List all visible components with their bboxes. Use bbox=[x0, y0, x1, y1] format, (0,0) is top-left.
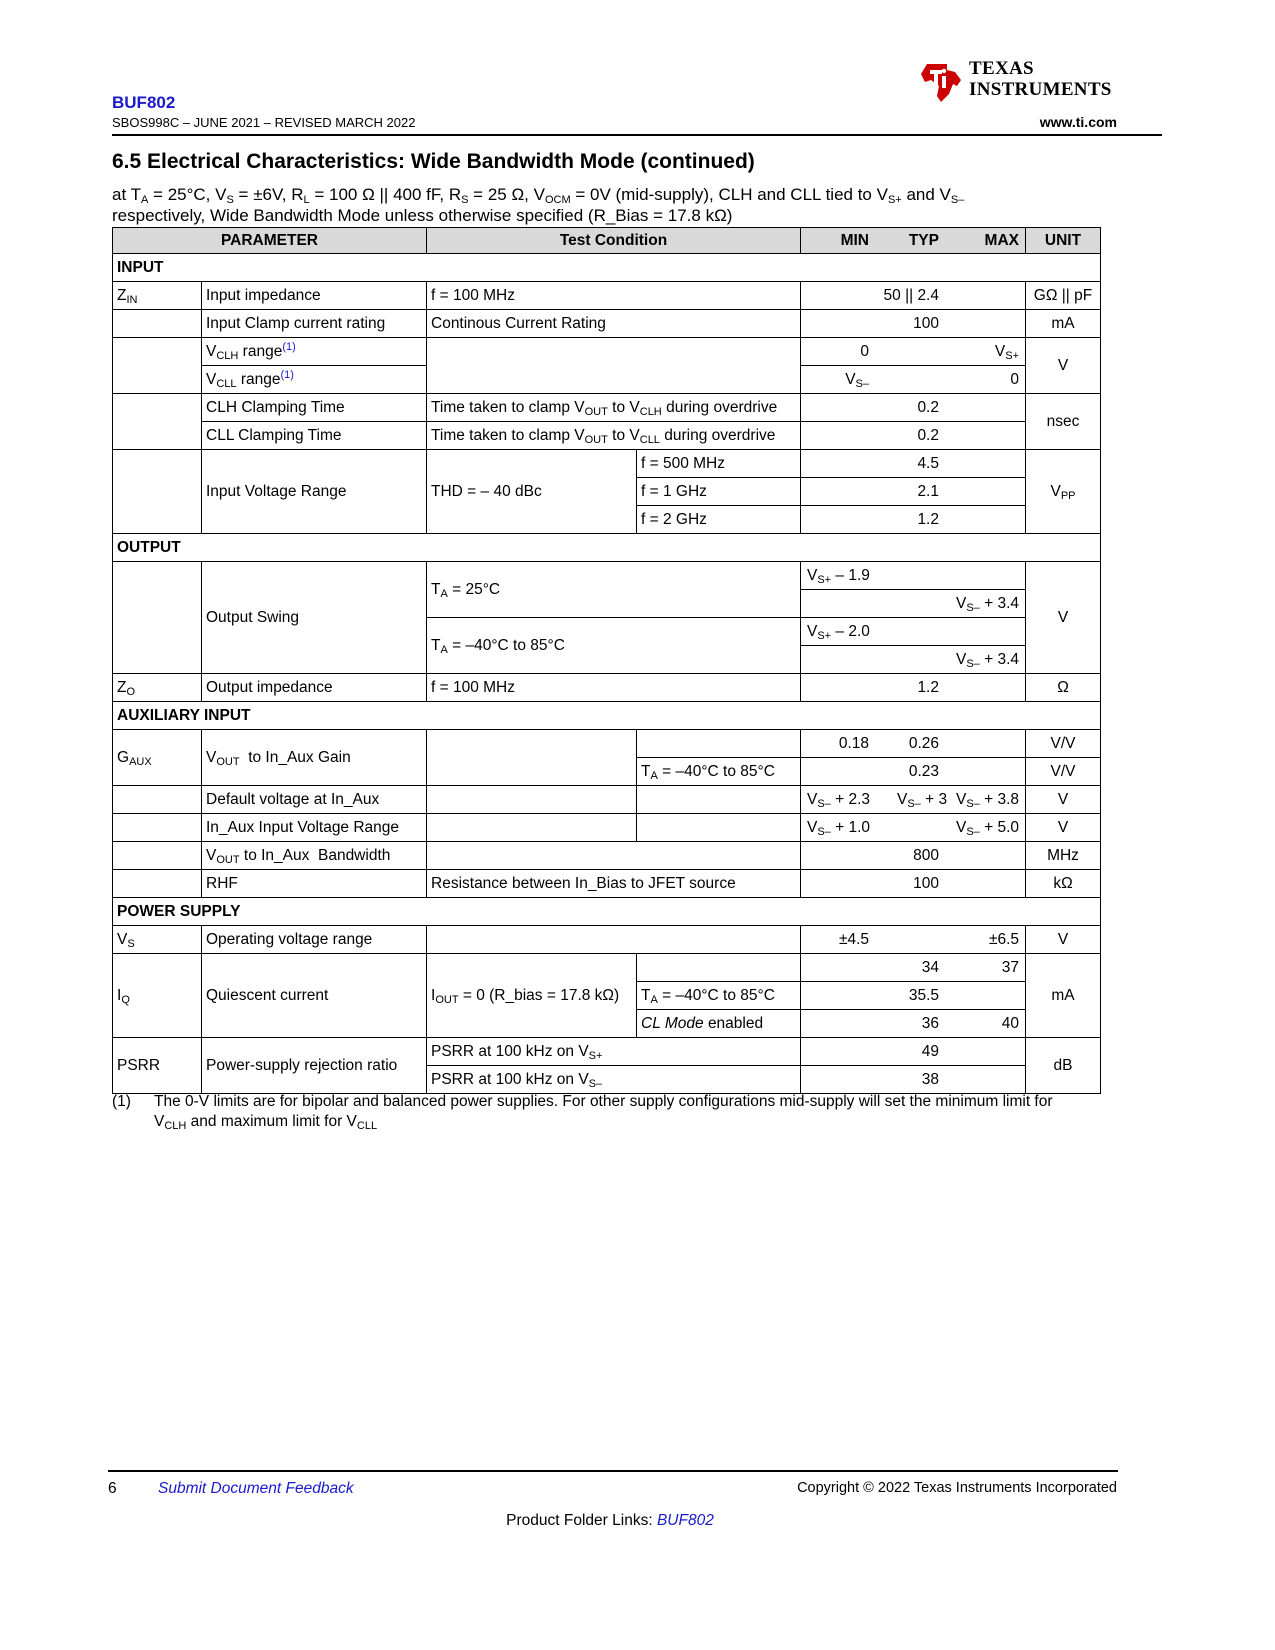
symbol-empty bbox=[113, 338, 202, 394]
symbol-empty bbox=[113, 814, 202, 842]
param-values bbox=[801, 366, 1026, 394]
table-row bbox=[113, 422, 1101, 450]
param-subcond: f = 1 GHz bbox=[637, 478, 801, 506]
header-min: MIN bbox=[840, 231, 869, 249]
symbol-empty bbox=[113, 450, 202, 534]
value-typ: 49 bbox=[921, 1042, 939, 1060]
section-power: POWER SUPPLY bbox=[113, 898, 1101, 926]
param-cond: $I_{OUT} = 0$ (R_bias = 17.8 kΩ) bbox=[427, 954, 637, 1038]
param-values bbox=[801, 814, 1026, 842]
footnote-text: The 0-V limits are for bipolar and balanced power supplies. For other supply configurations mid-supply will set the minimum limit for $V_{CLH}$ and maximum limit for $V_{CLL}$ bbox=[154, 1093, 1053, 1132]
symbol-empty bbox=[113, 394, 202, 450]
param-subcond bbox=[637, 954, 801, 982]
table-row bbox=[113, 674, 1101, 702]
param-cond: THD = – 40 dBc bbox=[427, 450, 637, 534]
value-typ: 0.26 bbox=[908, 734, 939, 752]
param-subcond: f = 500 MHz bbox=[637, 450, 801, 478]
param-cond: PSRR at 100 kHz on $V_{S+}$ bbox=[427, 1038, 801, 1066]
param-desc: Power-supply rejection ratio bbox=[202, 1038, 427, 1094]
table-row bbox=[113, 310, 1101, 338]
value-max: $V_{S-} + 3.4$ bbox=[955, 650, 1019, 670]
param-values bbox=[801, 506, 1026, 534]
param-subcond bbox=[637, 786, 801, 814]
table-row bbox=[113, 926, 1101, 954]
param-values bbox=[801, 1010, 1026, 1038]
value-max: 0 bbox=[1010, 370, 1019, 388]
footnote-link[interactable]: (1) bbox=[280, 368, 294, 381]
param-unit: V bbox=[1026, 926, 1101, 954]
table-row bbox=[113, 870, 1101, 898]
value-min: $V_{S-} + 1.0$ bbox=[807, 818, 871, 838]
value-max: $V_{S-} + 3.8$ bbox=[955, 790, 1019, 810]
param-unit: GΩ || pF bbox=[1026, 282, 1101, 310]
param-desc: Default voltage at In_Aux bbox=[202, 786, 427, 814]
param-cond: Time taken to clamp $V_{OUT}$ to $V_{CLH}$ during overdrive bbox=[427, 394, 801, 422]
value-typ: 34 bbox=[921, 958, 939, 976]
footer-rule bbox=[108, 1470, 1118, 1472]
param-values bbox=[801, 758, 1026, 786]
param-desc: Input Voltage Range bbox=[202, 450, 427, 534]
param-values bbox=[801, 1066, 1026, 1094]
symbol-zo: $Z_O$ bbox=[113, 674, 202, 702]
param-values bbox=[801, 562, 1026, 590]
param-desc: In_Aux Input Voltage Range bbox=[202, 814, 427, 842]
param-unit-vpp: $V_{PP}$ bbox=[1026, 450, 1101, 534]
value-min: $V_{S-}$ bbox=[845, 370, 869, 390]
value-max: $V_{S+}$ bbox=[994, 342, 1019, 362]
param-values bbox=[801, 422, 1026, 450]
value-typ: 0.2 bbox=[917, 398, 939, 416]
table-row bbox=[113, 814, 1101, 842]
param-desc-vclh: $V_{CLH}$ range$^{(1)}$ bbox=[202, 338, 427, 366]
param-unit: dB bbox=[1026, 1038, 1101, 1094]
value-max: $V_{S-} + 3.4$ bbox=[955, 594, 1019, 614]
header-min-typ-max bbox=[801, 228, 1026, 254]
param-cond bbox=[427, 730, 637, 786]
param-values bbox=[801, 478, 1026, 506]
param-unit: mA bbox=[1026, 310, 1101, 338]
symbol-empty bbox=[113, 562, 202, 674]
param-subcond bbox=[637, 814, 801, 842]
electrical-characteristics-table bbox=[112, 227, 1101, 1094]
value-max: 37 bbox=[1001, 958, 1019, 976]
product-links-label: Product Folder Links: bbox=[506, 1512, 653, 1529]
value-typ: 4.5 bbox=[917, 454, 939, 472]
param-subcond: $T_A = -40^\circ C$ to 85°C bbox=[637, 758, 801, 786]
symbol-empty bbox=[113, 870, 202, 898]
value-min: ±4.5 bbox=[838, 930, 869, 948]
site-url-link[interactable]: www.ti.com bbox=[1039, 114, 1117, 130]
param-desc: Quiescent current bbox=[202, 954, 427, 1038]
test-conditions: at $T_A = 25^\circ C$, $V_S = \pm 6V$, $R_L = 100$ Ω || 400 fF, $R_S = 25$ Ω, $V_{OCM} = 0V$ (mid-supply), CLH and CLL tied to $V_{S+}$ and $V_{S-}$ respectively, Wide Bandwidth Mode unless otherwise specified (R_Bias = 17.8 kΩ) bbox=[112, 185, 965, 225]
param-values bbox=[801, 310, 1026, 338]
param-cond: $T_A = 25^\circ C$ bbox=[427, 562, 801, 618]
param-cond: Continous Current Rating bbox=[427, 310, 801, 338]
value-typ: 0.23 bbox=[908, 762, 939, 780]
value-typ: 35.5 bbox=[908, 986, 939, 1004]
header-test-condition: Test Condition bbox=[427, 228, 801, 254]
param-desc: CLH Clamping Time bbox=[202, 394, 427, 422]
table-row bbox=[113, 1038, 1101, 1066]
param-cond: PSRR at 100 kHz on $V_{S-}$ bbox=[427, 1066, 801, 1094]
value-max: $V_{S-} + 5.0$ bbox=[955, 818, 1019, 838]
param-desc: CLL Clamping Time bbox=[202, 422, 427, 450]
param-desc-vcll: $V_{CLL}$ range$^{(1)}$ bbox=[202, 366, 427, 394]
param-unit: nsec bbox=[1026, 394, 1101, 450]
table-header-row bbox=[113, 228, 1101, 254]
section-row bbox=[113, 702, 1101, 730]
cond-text: enabled bbox=[707, 1014, 764, 1032]
ti-logo-icon bbox=[917, 60, 965, 104]
param-desc: Output Swing bbox=[202, 562, 427, 674]
section-aux: AUXILIARY INPUT bbox=[113, 702, 1101, 730]
symbol-vs: $V_S$ bbox=[113, 926, 202, 954]
value-min: $V_{S+} - 2.0$ bbox=[807, 622, 870, 642]
param-unit: MHz bbox=[1026, 842, 1101, 870]
param-unit: mA bbox=[1026, 954, 1101, 1038]
table-row bbox=[113, 450, 1101, 478]
param-cond bbox=[427, 814, 637, 842]
logo-line1: TEXAS bbox=[969, 58, 1034, 79]
param-cond: Resistance between In_Bias to JFET source bbox=[427, 870, 801, 898]
table-row bbox=[113, 282, 1101, 310]
param-values bbox=[801, 926, 1026, 954]
table-row bbox=[113, 842, 1101, 870]
param-values bbox=[801, 982, 1026, 1010]
param-desc-gain: $V_{OUT}$ to In_Aux Gain bbox=[202, 730, 427, 786]
value-typ: 800 bbox=[913, 846, 939, 864]
param-values bbox=[801, 730, 1026, 758]
param-unit: V/V bbox=[1026, 730, 1101, 758]
param-values bbox=[801, 646, 1026, 674]
submit-feedback-link[interactable]: Submit Document Feedback bbox=[158, 1480, 354, 1497]
param-subcond: CL Mode enabled bbox=[637, 1010, 801, 1038]
param-unit: V bbox=[1026, 814, 1101, 842]
value-max: 40 bbox=[1001, 1014, 1019, 1032]
product-link[interactable]: BUF802 bbox=[656, 1512, 714, 1529]
section-output: OUTPUT bbox=[113, 534, 1101, 562]
param-subcond: $T_A = -40^\circ C$ to 85°C bbox=[637, 982, 801, 1010]
param-subcond bbox=[637, 730, 801, 758]
header-unit: UNIT bbox=[1026, 228, 1101, 254]
param-values bbox=[801, 786, 1026, 814]
copyright: Copyright © 2022 Texas Instruments Incorporated bbox=[797, 1480, 1117, 1496]
symbol-empty bbox=[113, 842, 202, 870]
param-cond: $T_A = -40^\circ C$ to 85°C bbox=[427, 618, 801, 674]
symbol-empty bbox=[113, 786, 202, 814]
param-unit: V bbox=[1026, 338, 1101, 394]
page-number: 6 bbox=[108, 1480, 117, 1497]
value-min: $V_{S+} - 1.9$ bbox=[807, 566, 870, 586]
param-values bbox=[801, 870, 1026, 898]
ti-logo bbox=[917, 58, 1117, 108]
param-values bbox=[801, 590, 1026, 618]
table-row bbox=[113, 786, 1101, 814]
header-rule bbox=[112, 134, 1162, 136]
value-typ: 100 bbox=[913, 314, 939, 332]
table-row bbox=[113, 730, 1101, 758]
param-cond: f = 100 MHz bbox=[427, 282, 801, 310]
param-unit: V bbox=[1026, 562, 1101, 674]
param-cond bbox=[427, 842, 801, 870]
param-values bbox=[801, 338, 1026, 366]
table-row bbox=[113, 954, 1101, 982]
symbol-gaux: $G_{AUX}$ bbox=[113, 730, 202, 786]
section-row bbox=[113, 254, 1101, 282]
header-parameter: PARAMETER bbox=[113, 228, 427, 254]
symbol-iq: $I_Q$ bbox=[113, 954, 202, 1038]
part-number-link[interactable]: BUF802 bbox=[112, 93, 176, 112]
param-values bbox=[801, 450, 1026, 478]
footnote-body: The 0-V limits are for bipolar and balanced power supplies. For other supply configurations mid-supply will set the minimum limit for bbox=[154, 1093, 1053, 1110]
param-values bbox=[801, 954, 1026, 982]
value-typ: 1.2 bbox=[917, 510, 939, 528]
value-max: ±6.5 bbox=[988, 930, 1019, 948]
param-subcond: f = 2 GHz bbox=[637, 506, 801, 534]
value-typ: 50 || 2.4 bbox=[883, 286, 939, 304]
param-desc: Input impedance bbox=[202, 282, 427, 310]
value-min: $V_{S-} + 2.3$ bbox=[807, 790, 871, 810]
param-unit: kΩ bbox=[1026, 870, 1101, 898]
value-min: 0.18 bbox=[838, 734, 869, 752]
symbol-psrr: PSRR bbox=[113, 1038, 202, 1094]
value-typ: 1.2 bbox=[917, 678, 939, 696]
product-folder-links bbox=[0, 1512, 1220, 1530]
param-values bbox=[801, 282, 1026, 310]
logo-line2: INSTRUMENTS bbox=[969, 79, 1112, 100]
param-desc: RHF bbox=[202, 870, 427, 898]
section-title: 6.5 Electrical Characteristics: Wide Bandwidth Mode (continued) bbox=[112, 150, 755, 173]
param-cond bbox=[427, 926, 801, 954]
param-cond: f = 100 MHz bbox=[427, 674, 801, 702]
value-typ: $V_{S-} + 3$ bbox=[897, 790, 948, 810]
param-cond bbox=[427, 338, 801, 394]
footnote-link[interactable]: (1) bbox=[282, 340, 296, 353]
param-values bbox=[801, 618, 1026, 646]
param-desc: Operating voltage range bbox=[202, 926, 427, 954]
param-values bbox=[801, 842, 1026, 870]
param-cond bbox=[427, 786, 637, 814]
param-desc: Output impedance bbox=[202, 674, 427, 702]
value-typ: 38 bbox=[921, 1070, 939, 1088]
section-row bbox=[113, 534, 1101, 562]
param-unit: V/V bbox=[1026, 758, 1101, 786]
symbol-zin: $Z_{IN}$ bbox=[113, 282, 202, 310]
param-unit: V bbox=[1026, 786, 1101, 814]
section-input: INPUT bbox=[113, 254, 1101, 282]
header-typ: TYP bbox=[908, 231, 939, 249]
param-desc-bandwidth: $V_{OUT}$ to In_Aux Bandwidth bbox=[202, 842, 427, 870]
table-row bbox=[113, 562, 1101, 590]
table-row bbox=[113, 338, 1101, 366]
section-row bbox=[113, 898, 1101, 926]
param-values bbox=[801, 394, 1026, 422]
param-values bbox=[801, 674, 1026, 702]
value-typ: 100 bbox=[913, 874, 939, 892]
param-unit: Ω bbox=[1026, 674, 1101, 702]
footnote-number: (1) bbox=[112, 1093, 131, 1110]
value-min: 0 bbox=[860, 342, 869, 360]
value-typ: 36 bbox=[921, 1014, 939, 1032]
document-id: SBOS998C – JUNE 2021 – REVISED MARCH 2022 bbox=[112, 115, 416, 130]
param-values bbox=[801, 1038, 1026, 1066]
value-typ: 2.1 bbox=[917, 482, 939, 500]
header-max: MAX bbox=[984, 231, 1019, 249]
table-row bbox=[113, 394, 1101, 422]
param-desc: Input Clamp current rating bbox=[202, 310, 427, 338]
value-typ: 0.2 bbox=[917, 426, 939, 444]
symbol-empty bbox=[113, 310, 202, 338]
param-cond: Time taken to clamp $V_{OUT}$ to $V_{CLL}$ during overdrive bbox=[427, 422, 801, 450]
